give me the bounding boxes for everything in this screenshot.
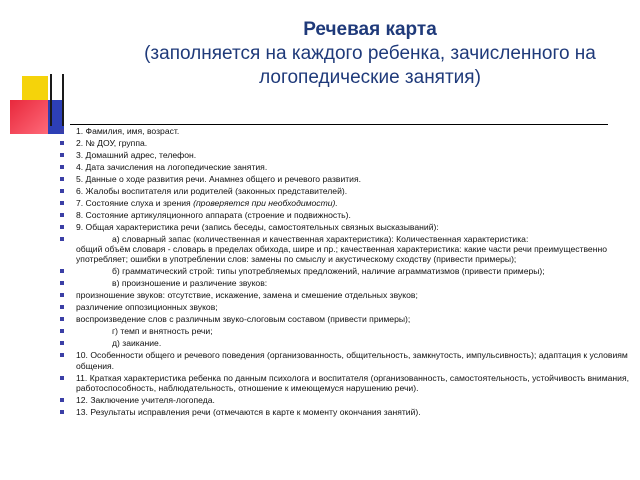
bullet-icon: [60, 165, 64, 169]
page-title: [110, 18, 630, 90]
list-item-text: 11. Краткая характеристика ребенка по данным психолога и воспитателя (организованность, самостоятельность, устойчивость внимания, работоспособность, наблюдательность, отношение к имеющемуся нарушению речи).: [76, 372, 629, 393]
decor-red-square: [10, 100, 50, 134]
list-item: [60, 278, 632, 288]
list-item-text: 3. Домашний адрес, телефон.: [76, 150, 197, 160]
bullet-icon: [60, 305, 64, 309]
bullet-icon: [60, 201, 64, 205]
list-item-note: (проверяется при необходимости).: [193, 198, 338, 208]
bullet-icon: [60, 237, 64, 241]
title-line-1: Речевая карта: [303, 19, 437, 40]
list-item-subpoint: в) произношение и различение звуков:: [112, 278, 268, 289]
bullet-icon: [60, 317, 64, 321]
list-item: [60, 138, 632, 148]
list-item: [60, 210, 632, 220]
title-line-2: (заполняется на каждого ребенка, зачисленного на: [144, 43, 596, 64]
list-item-text: 13. Результаты исправления речи (отмечаются в карте к моменту окончания занятий).: [76, 406, 421, 417]
list-item-text: различение оппозиционных звуков;: [76, 302, 218, 313]
bullet-icon: [60, 329, 64, 333]
list-item-text: 10. Особенности общего и речевого поведения (организованность, общительность, замкнутость, импульсивность); адаптация к условиям общения.: [76, 350, 628, 371]
list-item: [60, 350, 632, 370]
speech-card-list: [60, 126, 632, 419]
decor-vertical-line: [62, 74, 64, 126]
bullet-icon: [60, 353, 64, 357]
list-item: [60, 266, 632, 276]
list-item: [60, 407, 632, 417]
bullet-icon: [60, 129, 64, 133]
list-item: [60, 174, 632, 184]
list-item-text: воспроизведение слов с различным звуко-слоговым составом (привести примеры);: [76, 314, 411, 325]
list-item-text: 2. № ДОУ, группа.: [76, 138, 148, 148]
bullet-icon: [60, 225, 64, 229]
list-item: [60, 198, 632, 208]
bullet-icon: [60, 281, 64, 285]
list-item: [60, 314, 632, 324]
list-item: [60, 126, 632, 136]
list-item: [60, 373, 632, 393]
list-item: [60, 222, 632, 232]
decor-vertical-line: [50, 74, 52, 126]
list-item-text: произношение звуков: отсутствие, искажение, замена и смешение отдельных звуков;: [76, 290, 418, 301]
bullet-icon: [60, 410, 64, 414]
list-item-text: 4. Дата зачисления на логопедические занятия.: [76, 162, 268, 172]
list-item: [60, 326, 632, 336]
bullet-icon: [60, 293, 64, 297]
list-item-subpoint: а) словарный запас (количественная и качественная характеристика): Количественная характеристика:: [112, 234, 529, 244]
bullet-icon: [60, 269, 64, 273]
list-item-text: 1. Фамилия, имя, возраст.: [76, 126, 180, 136]
bullet-icon: [60, 177, 64, 181]
list-item-text: 6. Жалобы воспитателя или родителей (законных представителей).: [76, 186, 348, 196]
list-item: [60, 290, 632, 300]
list-item: [60, 186, 632, 196]
list-item: [60, 302, 632, 312]
bullet-icon: [60, 376, 64, 380]
list-item: [60, 338, 632, 348]
list-item-text: общий объём словаря - словарь в пределах обихода, шире и пр.; качественная характеристика: какие части речи преимущественно употребляет; ошибки в употреблении слов: замены по смыслу и акустическому сходству (привести примеры);: [76, 244, 607, 265]
list-item: [60, 234, 632, 265]
list-item-text: 8. Состояние артикуляционного аппарата (строение и подвижность).: [76, 210, 351, 220]
list-item-text: 9. Общая характеристика речи (запись беседы, самостоятельных связных высказываний):: [76, 222, 439, 232]
list-item: [60, 162, 632, 172]
bullet-icon: [60, 189, 64, 193]
decor-horizontal-rule: [70, 124, 608, 125]
bullet-icon: [60, 213, 64, 217]
list-item: [60, 395, 632, 405]
list-item-text: 12. Заключение учителя-логопеда.: [76, 394, 215, 405]
bullet-icon: [60, 341, 64, 345]
list-item-text: 5. Данные о ходе развития речи. Анамнез общего и речевого развития.: [76, 174, 362, 184]
list-item: [60, 150, 632, 160]
list-item-subpoint: д) заикание.: [112, 338, 162, 349]
bullet-icon: [60, 398, 64, 402]
list-item-text: 7. Состояние слуха и зрения: [76, 198, 194, 208]
bullet-icon: [60, 153, 64, 157]
bullet-icon: [60, 141, 64, 145]
title-line-3: логопедические занятия): [259, 67, 481, 88]
list-item-subpoint: г) темп и внятность речи;: [112, 326, 213, 337]
list-item-subpoint: б) грамматический строй: типы употребляемых предложений, наличие аграмматизмов (привести примеры);: [112, 266, 545, 277]
